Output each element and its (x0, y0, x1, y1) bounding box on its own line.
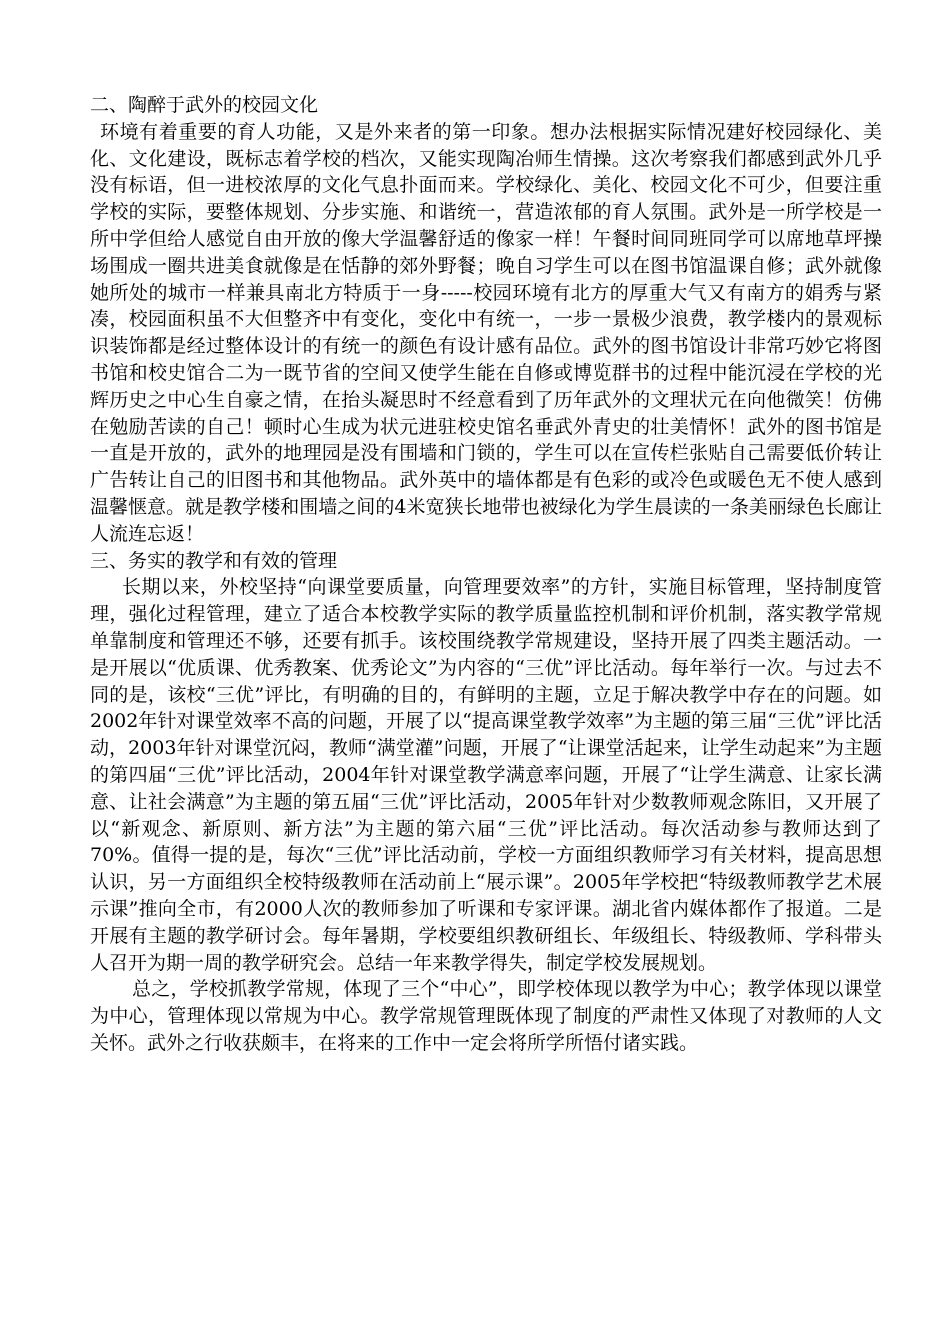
section-3-paragraph-1: 长期以来，外校坚持“向课堂要质量，向管理要效率”的方针，实施目标管理，坚持制度管理，强化过程管理，建立了适合本校教学实际的教学质量监控机制和评价机制，落实教学常规单靠制度和管理还不够，还要有抓手。该校围绕教学常规建设，坚持开展了四类主题活动。一是开展以“优质课、优秀教案、优秀论文”为内容的“三优”评比活动。每年举行一次。与过去不同的是，该校“三优”评比，有明确的目的，有鲜明的主题，立足于解决教学中存在的问题。如2002年针对课堂效率不高的问题，开展了以“提高课堂教学效率”为主题的第三届“三优”评比活动，2003年针对课堂沉闷，教师“满堂灌”问题，开展了“让课堂活起来，让学生动起来”为主题的第四届“三优”评比活动，2004年针对课堂教学满意率问题，开展了“让学生满意、让家长满意、让社会满意”为主题的第五届“三优”评比活动，2005年针对少数教师观念陈旧，又开展了以“新观念、新原则、新方法”为主题的第六届“三优”评比活动。每次活动参与教师达到了70%。值得一提的是，每次“三优”评比活动前，学校一方面组织教师学习有关材料，提高思想认识，另一方面组织全校特级教师在活动前上“展示课”。2005年学校把“特级教师教学艺术展示课”推向全市，有2000人次的教师参加了听课和专家评课。湖北省内媒体都作了报道。二是开展有主题的教学研讨会。每年暑期，学校要组织教研组长、年级组长、特级教师、学科带头人召开为期一周的教学研究会。总结一年来教学得失，制定学校发展规划。 (90, 576, 882, 974)
section-2-paragraph: 环境有着重要的育人功能，又是外来者的第一印象。想办法根据实际情况建好校园绿化、美化、文化建设，既标志着学校的档次，又能实现陶冶师生情操。这次考察我们都感到武外几乎没有标语，但一进校浓厚的文化气息扑面而来。学校绿化、美化、校园文化不可少，但要注重学校的实际，要整体规划、分步实施、和谐统一，营造浓郁的育人氛围。武外是一所学校是一所中学但给人感觉自由开放的像大学温馨舒适的像家一样！午餐时间同班同学可以席地草坪操场围成一圈共进美食就像是在恬静的郊外野餐；晚自习学生可以在图书馆温课自修；武外就像她所处的城市一样兼具南北方特质于一身-----校园环境有北方的厚重大气又有南方的娟秀与紧凑，校园面积虽不大但整齐中有变化，变化中有统一，一步一景极少浪费，教学楼内的景观标识装饰都是经过整体设计的有统一的颜色有设计感有品位。武外的图书馆设计非常巧妙它将图书馆和校史馆合二为一既节省的空间又使学生能在自修或博览群书的过程中能沉浸在学校的光辉历史之中心生自豪之情，在抬头凝思时不经意看到了历年武外的文理状元在向他微笑！仿佛在勉励苦读的自己！顿时心生成为状元进驻校史馆名垂武外青史的壮美情怀！武外的图书馆是一直是开放的，武外的地理园是没有围墙和门锁的，学生可以在宣传栏张贴自己需要低价转让广告转让自己的旧图书和其他物品。武外英中的墙体都是有色彩的或冷色或暖色无不使人感到温馨惬意。就是教学楼和围墙之间的4米宽狭长地带也被绿化为学生晨读的一条美丽绿色长廊让人流连忘返！ (90, 120, 882, 545)
document-body (90, 92, 882, 1057)
section-2-heading: 二、陶醉于武外的校园文化 (90, 94, 319, 116)
section-3-heading: 三、务实的教学和有效的管理 (90, 549, 338, 572)
section-3-paragraph-2: 总之，学校抓教学常规，体现了三个“中心”，即学校体现以教学为中心；教学体现以课堂为中心，管理体现以常规为中心。教学常规管理既体现了制度的严肃性又体现了对教师的人文关怀。武外之行收获颇丰，在将来的工作中一定会将所学所悟付诸实践。 (90, 978, 882, 1054)
